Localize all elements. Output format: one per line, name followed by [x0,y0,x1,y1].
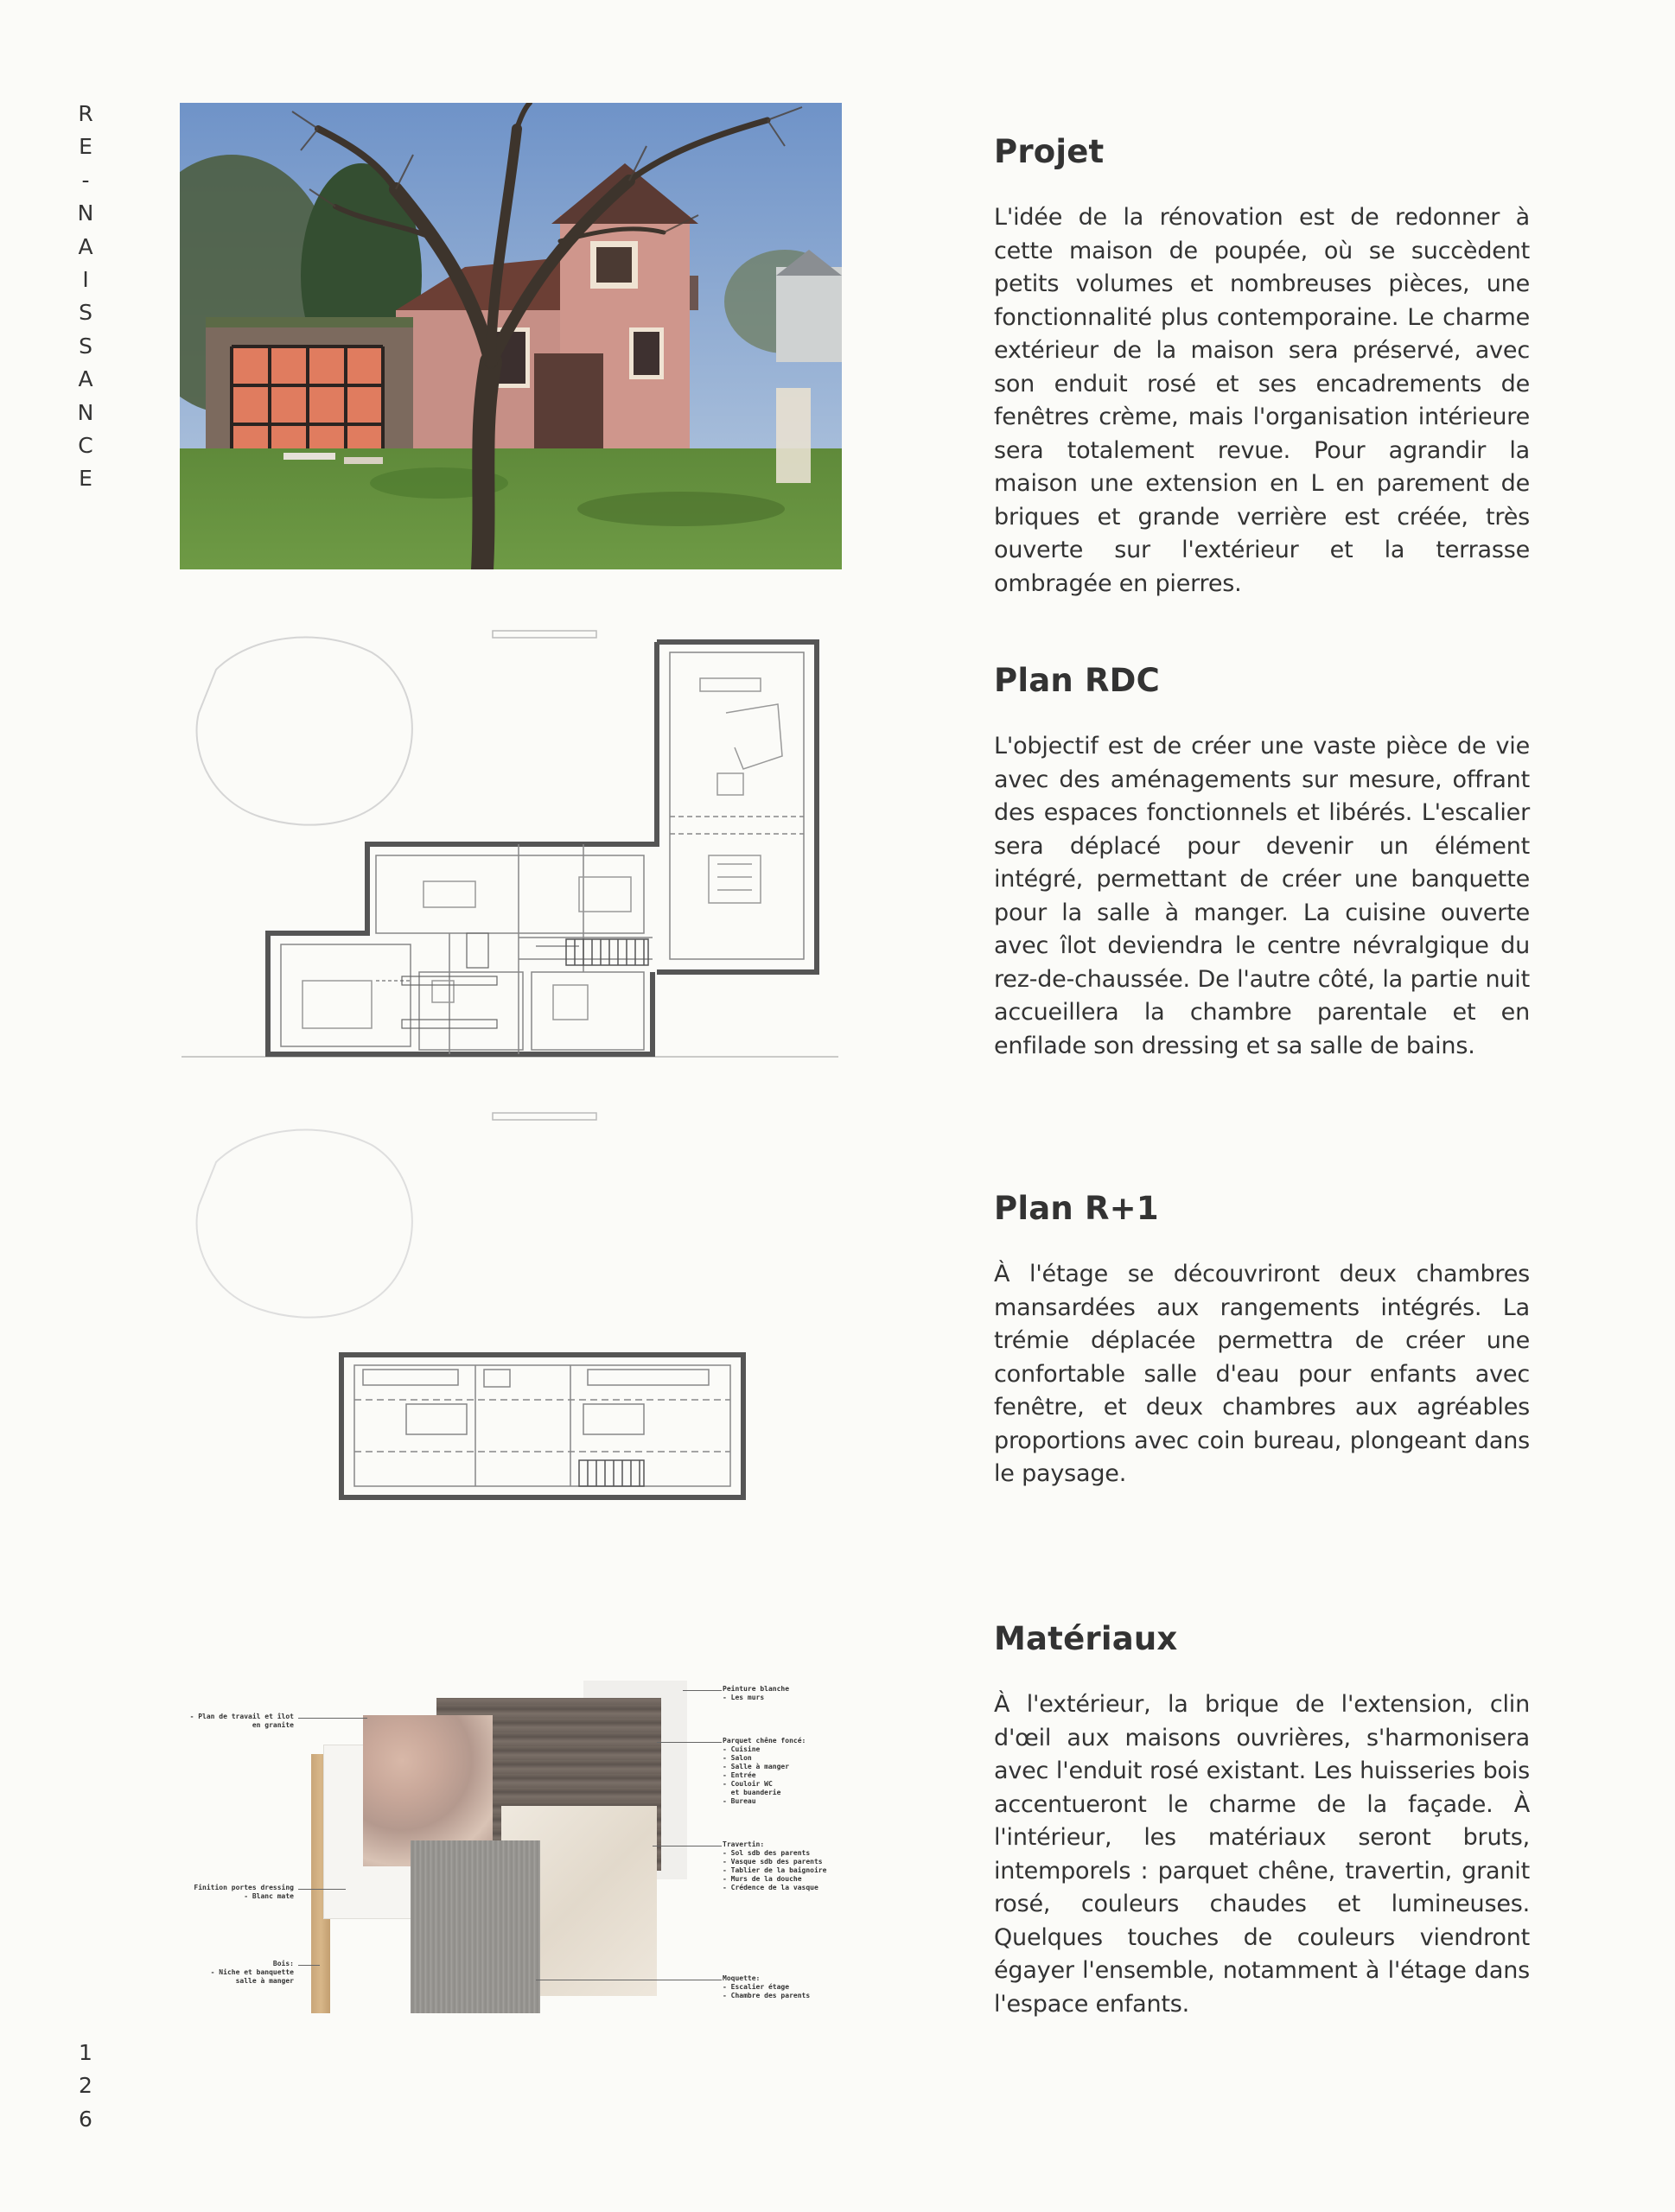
ground-floor-plan [173,618,847,1067]
label-moquette: Moquette: - Escalier étage - Chambre des parents [723,1974,811,1999]
running-header-letter: I [82,267,89,293]
leader-line [298,1718,367,1719]
section-title: Projet [994,133,1105,170]
section-title: Plan R+1 [994,1190,1159,1227]
section-body: À l'extérieur, la brique de l'extension, clin d'œil aux maisons ouvrières, s'harmonisera avec l'enduit rosé existant. Les huisseries bois accentueront le charme de la façade. À l'intérieur, les matériaux seront bruts, intemporels : parquet chêne, travertin, granit rosé, couleurs chaudes et lumineuses. Quelques touches de couleurs viendront égayer l'ensemble, notamment à l'étage dans l'espace enfants. [994,1691,1530,2018]
section-plan-rdc [994,662,1530,1063]
section-body: L'idée de la rénovation est de redonner à cette maison de poupée, où se succèdent petits volumes et nombreuses pièces, une fonctionnalité plus contemporaine. Le charme extérieur de la maison sera préservé, avec son enduit rosé et ses encadrements de fenêtres crème, mais l'organisation intérieure sera totalement revue. Pour agrandir la maison une extension en L en parement de briques et grande verrière est créée, très ouverte sur l'extérieur et la terrasse ombragée en pierres. [994,204,1530,597]
running-header-letter: S [79,300,92,326]
label-parquet: Parquet chêne foncé: - Cuisine - Salon - Salle à manger - Entrée - Couloir WC et buanderie - Bureau [723,1737,806,1805]
section-projet [994,133,1530,601]
house-photo [180,103,842,569]
leader-line [298,1965,320,1966]
section-materiaux [994,1620,1530,2021]
leader-line [657,1742,722,1743]
label-peinture: Peinture blanche - Les murs [723,1685,790,1701]
page-number-digit: 2 [79,2073,92,2099]
page-number-digit: 6 [79,2106,92,2132]
materials-board [173,1668,864,2031]
running-header-letter: C [78,433,93,459]
leader-line [683,1690,722,1691]
running-header-letter: N [77,399,94,425]
label-finition-dressing: Finition portes dressing - Blanc mate [194,1884,294,1900]
running-header-letter: S [79,333,92,359]
label-bois: Bois: - Niche et banquette salle à manger [210,1960,294,1985]
running-header-letter: N [77,200,94,226]
running-header-letter: A [78,366,93,392]
section-title: Matériaux [994,1620,1178,1657]
running-header [71,98,100,496]
running-header-letter: - [81,167,90,193]
page-number [71,2037,100,2136]
running-header-letter: E [79,134,92,160]
section-body: L'objectif est de créer une vaste pièce de vie avec des aménagements sur mesure, offrant des espaces fonctionnels et libérés. L'escalier sera déplacé pour devenir un élément intégré, permettant de créer une banquette pour la salle à manger. La cuisine ouverte avec îlot deviendra le centre névralgique du rez-de-chaussée. De l'autre côté, la partie nuit accueillera la chambre parentale et en enfilade son dressing et sa salle de bains. [994,733,1530,1059]
leader-line [298,1889,346,1890]
upper-floor-plan [173,1110,847,1516]
label-travertin: Travertin: - Sol sdb des parents - Vasque sdb des parents - Tablier de la baignoire - Murs de la douche - Crédence de la vasque [723,1840,827,1891]
page-number-digit: 1 [79,2040,92,2065]
section-body: À l'étage se découvriront deux chambres mansardées aux rangements intégrés. La trémie déplacée permettra de créer une confortable salle d'eau pour enfants avec fenêtre, et deux chambres aux agréables proportions avec coin bureau, plongeant dans le paysage. [994,1261,1530,1487]
section-title: Plan RDC [994,662,1160,699]
running-header-letter: A [78,233,93,259]
running-header-letter: E [79,466,92,492]
running-header-letter: R [78,101,93,126]
section-plan-r1 [994,1190,1530,1491]
leader-line [653,1846,722,1847]
label-plan-travail: - Plan de travail et îlot en granite [189,1713,294,1729]
carpet-swatch [411,1840,540,2013]
